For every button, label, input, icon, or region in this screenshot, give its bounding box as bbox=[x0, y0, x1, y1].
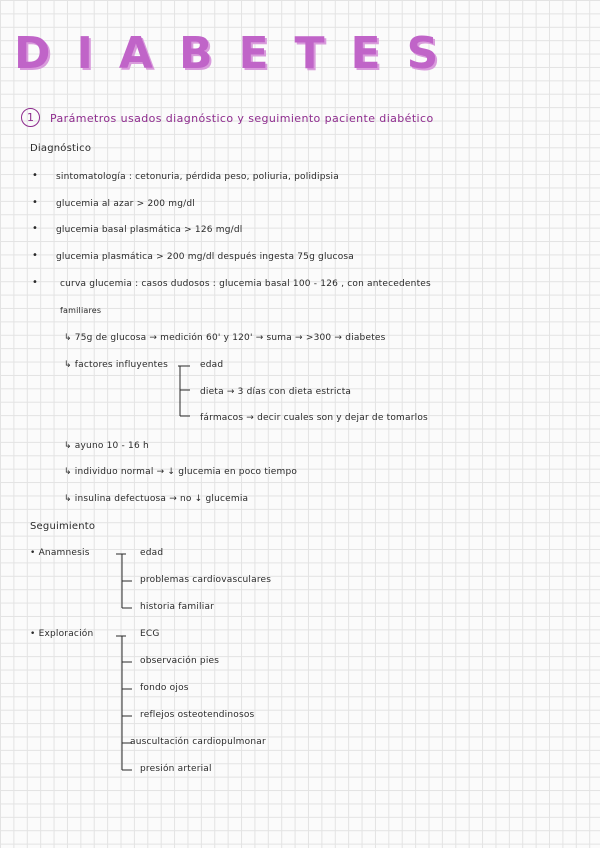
page-title: DIABETES bbox=[14, 28, 465, 79]
curva-extra-1: ↳ ayuno 10 - 16 h bbox=[64, 441, 149, 451]
exploracion-item-3: fondo ojos bbox=[140, 683, 189, 693]
exploracion-item-6: presión arterial bbox=[140, 764, 212, 774]
curva-line-1: ↳ 75g de glucosa → medición 60' y 120' → suma → >300 → diabetes bbox=[64, 333, 386, 343]
exploracion-item-4: reflejos osteotendinosos bbox=[140, 710, 255, 720]
factores-label: ↳ factores influyentes bbox=[64, 360, 168, 370]
bullet-dot: • bbox=[32, 170, 38, 181]
section-number: 1 bbox=[21, 108, 40, 127]
seguimiento-heading: Seguimiento bbox=[30, 521, 96, 532]
diag-item-1: sintomatología : cetonuria, pérdida peso, poliuria, polidipsia bbox=[56, 172, 339, 182]
curva-extra-3: ↳ insulina defectuosa → no ↓ glucemia bbox=[64, 494, 249, 504]
factores-bracket bbox=[176, 364, 196, 424]
diag-item-3: glucemia basal plasmática > 126 mg/dl bbox=[56, 225, 243, 235]
exploracion-bracket bbox=[114, 634, 138, 774]
diagnostico-heading: Diagnóstico bbox=[30, 143, 92, 154]
factor-dieta: dieta → 3 días con dieta estricta bbox=[200, 387, 352, 397]
factor-farmacos: fármacos → decir cuales son y dejar de tomarlos bbox=[200, 413, 428, 423]
bullet-dot: • bbox=[32, 197, 38, 208]
exploracion-item-1: ECG bbox=[140, 629, 160, 639]
exploracion-item-5: auscultación cardiopulmonar bbox=[130, 737, 266, 747]
bullet-dot: • bbox=[32, 277, 38, 288]
curva-extra-2: ↳ individuo normal → ↓ glucemia en poco tiempo bbox=[64, 467, 298, 477]
diag-item-4: glucemia plasmática > 200 mg/dl después ingesta 75g glucosa bbox=[56, 252, 355, 262]
anamnesis-bracket bbox=[114, 552, 138, 612]
factor-edad: edad bbox=[200, 360, 224, 370]
anamnesis-item-3: historia familiar bbox=[140, 602, 215, 612]
bullet-dot: • bbox=[32, 223, 38, 234]
anamnesis-item-2: problemas cardiovasculares bbox=[140, 575, 272, 585]
exploracion-item-2: observación pies bbox=[140, 656, 220, 666]
anamnesis-label: • Anamnesis bbox=[30, 548, 90, 558]
diag-item-5-cont: familiares bbox=[60, 306, 102, 315]
exploracion-label: • Exploración bbox=[30, 629, 94, 639]
bullet-dot: • bbox=[32, 250, 38, 261]
section-heading: Parámetros usados diagnóstico y seguimiento paciente diabético bbox=[50, 112, 434, 125]
diag-item-5: curva glucemia : casos dudosos : glucemia basal 100 - 126 , con antecedentes bbox=[60, 279, 431, 289]
anamnesis-item-1: edad bbox=[140, 548, 164, 558]
diag-item-2: glucemia al azar > 200 mg/dl bbox=[56, 199, 196, 209]
